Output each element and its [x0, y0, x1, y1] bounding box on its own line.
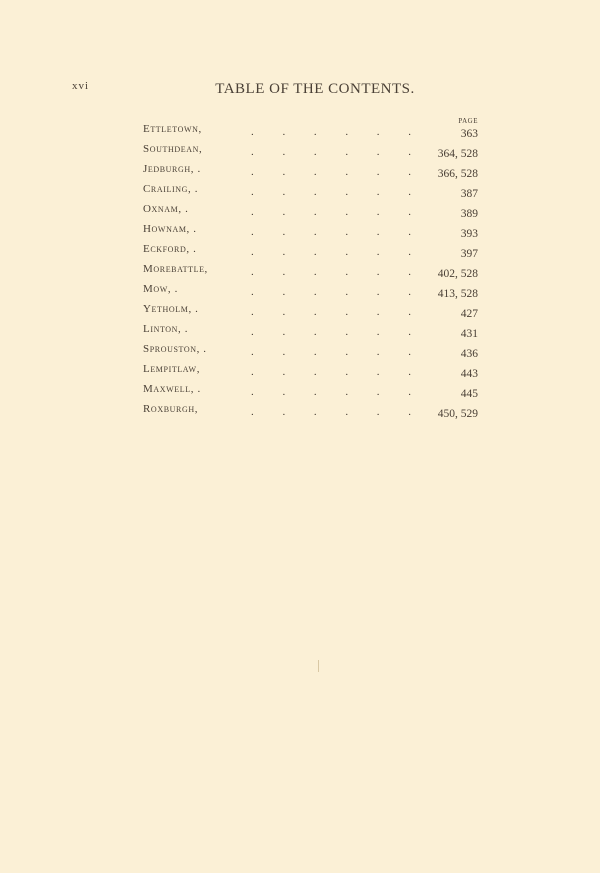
entry-name: Hownam, . — [143, 223, 197, 235]
entry-page: 363 — [460, 128, 478, 140]
contents-entry — [143, 223, 478, 243]
dot-leader: . . . . . . — [251, 306, 411, 318]
dot-leader: . . . . . . — [251, 326, 411, 338]
entry-name: Ettletown, — [143, 123, 202, 135]
contents-entry — [143, 403, 478, 423]
entry-name: Linton, . — [143, 323, 189, 335]
dot-leader: . . . . . . — [251, 146, 411, 158]
entry-page: 389 — [460, 208, 478, 220]
entry-name: Sprouston, . — [143, 343, 207, 355]
contents-entry — [143, 363, 478, 383]
contents-entry — [143, 303, 478, 323]
entry-name: Mow, . — [143, 283, 178, 295]
entry-page: 364, 528 — [437, 148, 478, 160]
entry-name: Lempitlaw, — [143, 363, 201, 375]
page-title: TABLE OF THE CONTENTS. — [215, 81, 415, 97]
entry-name: Yetholm, . — [143, 303, 199, 315]
dot-leader: . . . . . . — [251, 286, 411, 298]
dot-leader: . . . . . . — [251, 386, 411, 398]
entry-name: Southdean, — [143, 143, 203, 155]
entry-name: Roxburgh, — [143, 403, 199, 415]
contents-list — [143, 123, 478, 423]
entry-page: 393 — [460, 228, 478, 240]
entry-page: 445 — [460, 388, 478, 400]
contents-entry — [143, 143, 478, 163]
entry-page: 413, 528 — [437, 288, 478, 300]
contents-entry — [143, 343, 478, 363]
entry-name: Morebattle, — [143, 263, 208, 275]
contents-entry — [143, 243, 478, 263]
contents-entry — [143, 283, 478, 303]
scan-mark — [318, 660, 319, 672]
entry-name: Eckford, . — [143, 243, 197, 255]
contents-entry — [143, 323, 478, 343]
entry-page: 427 — [460, 308, 478, 320]
entry-name: Crailing, . — [143, 183, 199, 195]
contents-entry — [143, 183, 478, 203]
dot-leader: . . . . . . — [251, 226, 411, 238]
dot-leader: . . . . . . — [251, 266, 411, 278]
dot-leader: . . . . . . — [251, 406, 411, 418]
entry-page: 431 — [460, 328, 478, 340]
entry-page: 387 — [460, 188, 478, 200]
entry-page: 443 — [460, 368, 478, 380]
entry-page: 402, 528 — [437, 268, 478, 280]
entry-page: 366, 528 — [437, 168, 478, 180]
contents-entry — [143, 123, 478, 143]
entry-name: Jedburgh, . — [143, 163, 201, 175]
dot-leader: . . . . . . — [251, 126, 411, 138]
contents-entry — [143, 163, 478, 183]
dot-leader: . . . . . . — [251, 206, 411, 218]
contents-entry — [143, 203, 478, 223]
dot-leader: . . . . . . — [251, 166, 411, 178]
entry-name: Maxwell, . — [143, 383, 201, 395]
entry-name: Oxnam, . — [143, 203, 189, 215]
page-number: xvi — [72, 80, 90, 92]
entry-page: 436 — [460, 348, 478, 360]
dot-leader: . . . . . . — [251, 366, 411, 378]
page-column-header: PAGE — [458, 117, 478, 125]
contents-entry — [143, 383, 478, 403]
dot-leader: . . . . . . — [251, 346, 411, 358]
entry-page: 397 — [460, 248, 478, 260]
dot-leader: . . . . . . — [251, 246, 411, 258]
contents-entry — [143, 263, 478, 283]
entry-page: 450, 529 — [437, 408, 478, 420]
dot-leader: . . . . . . — [251, 186, 411, 198]
